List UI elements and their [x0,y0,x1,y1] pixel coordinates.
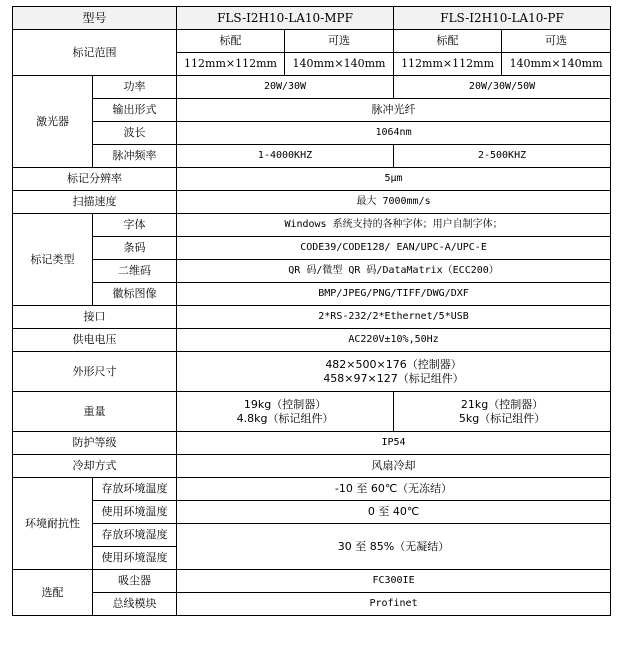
table-row [13,478,611,501]
table-row [13,283,611,306]
table-row [13,7,611,30]
environment-label: 环境耐抗性 [13,478,93,570]
laser-freq-a: 1-4000KHZ [177,145,394,168]
resolution-value: 5μm [177,168,611,191]
laser-label: 激光器 [13,76,93,168]
mark-type-barcode-label: 条码 [93,237,177,260]
weight-b-line2: 5kg（标记组件） [458,411,546,425]
mark-type-qr: QR 码/微型 QR 码/DataMatrix（ECC200） [177,260,611,283]
table-row [13,99,611,122]
table-row [13,432,611,455]
env-humidity: 30 至 85%（无凝结） [177,524,611,570]
interface-value: 2*RS-232/2*Ethernet/5*USB [177,306,611,329]
mark-type-font: Windows 系统支持的各种字体；用户自制字体； [177,214,611,237]
table-row [13,76,611,99]
table-row [13,30,611,53]
mark-range-a-opt: 140mm×140mm [285,53,394,76]
env-use-temp-label: 使用环境温度 [93,501,177,524]
env-storage-hum-label: 存放环境湿度 [93,524,177,547]
weight-a [177,392,394,432]
weight-label: 重量 [13,392,177,432]
mark-type-barcode: CODE39/CODE128/ EAN/UPC-A/UPC-E [177,237,611,260]
model-a: FLS-I2H10-LA10-MPF [177,7,394,30]
laser-freq-b: 2-500KHZ [394,145,611,168]
env-use-temp: 0 至 40℃ [177,501,611,524]
laser-output: 脉冲光纤 [177,99,611,122]
scan-speed-label: 扫描速度 [13,191,177,214]
laser-power-b: 20W/30W/50W [394,76,611,99]
cooling-value: 风扇冷却 [177,455,611,478]
laser-wavelength: 1064nm [177,122,611,145]
weight-b-line1: 21kg（控制器） [460,397,544,411]
dimensions-label: 外形尺寸 [13,352,177,392]
protection-value: IP54 [177,432,611,455]
protection-label: 防护等级 [13,432,177,455]
options-dust: FC300IE [177,570,611,593]
table-row [13,392,611,432]
env-storage-temp: -10 至 60℃（无冻结） [177,478,611,501]
weight-a-line1: 19kg（控制器） [243,397,327,411]
laser-wavelength-label: 波长 [93,122,177,145]
cooling-label: 冷却方式 [13,455,177,478]
laser-power-label: 功率 [93,76,177,99]
laser-power-a: 20W/30W [177,76,394,99]
mark-range-a-std-label: 标配 [177,30,285,53]
table-row [13,122,611,145]
interface-label: 接口 [13,306,177,329]
mark-range-b-std: 112mm×112mm [394,53,502,76]
mark-type-label: 标记类型 [13,214,93,306]
mark-type-qr-label: 二维码 [93,260,177,283]
options-label: 选配 [13,570,93,616]
dimensions-value [177,352,611,392]
spec-table [12,6,611,616]
table-row [13,214,611,237]
resolution-label: 标记分辨率 [13,168,177,191]
mark-type-logo-label: 徽标图像 [93,283,177,306]
power-supply-label: 供电电压 [13,329,177,352]
table-row [13,237,611,260]
table-row [13,145,611,168]
options-bus: Profinet [177,593,611,616]
table-row [13,260,611,283]
table-row [13,191,611,214]
options-bus-label: 总线模块 [93,593,177,616]
env-storage-temp-label: 存放环境温度 [93,478,177,501]
model-label: 型号 [13,7,177,30]
mark-type-logo: BMP/JPEG/PNG/TIFF/DWG/DXF [177,283,611,306]
env-use-hum-label: 使用环境湿度 [93,547,177,570]
mark-range-label: 标记范围 [13,30,177,76]
mark-range-a-opt-label: 可选 [285,30,394,53]
weight-a-line2: 4.8kg（标记组件） [236,411,334,425]
options-dust-label: 吸尘器 [93,570,177,593]
table-row [13,501,611,524]
weight-b [394,392,611,432]
table-row [13,168,611,191]
table-row [13,329,611,352]
mark-range-b-std-label: 标配 [394,30,502,53]
table-row [13,593,611,616]
table-row [13,352,611,392]
power-supply-value: AC220V±10%,50Hz [177,329,611,352]
table-row [13,455,611,478]
mark-type-font-label: 字体 [93,214,177,237]
table-row [13,306,611,329]
table-row [13,570,611,593]
table-row [13,524,611,547]
mark-range-b-opt-label: 可选 [502,30,611,53]
model-b: FLS-I2H10-LA10-PF [394,7,611,30]
dimensions-line1: 482×500×176（控制器） [325,357,462,371]
mark-range-a-std: 112mm×112mm [177,53,285,76]
laser-freq-label: 脉冲频率 [93,145,177,168]
dimensions-line2: 458×97×127（标记组件） [323,371,464,385]
mark-range-b-opt: 140mm×140mm [502,53,611,76]
laser-output-label: 输出形式 [93,99,177,122]
scan-speed-value: 最大 7000mm/s [177,191,611,214]
